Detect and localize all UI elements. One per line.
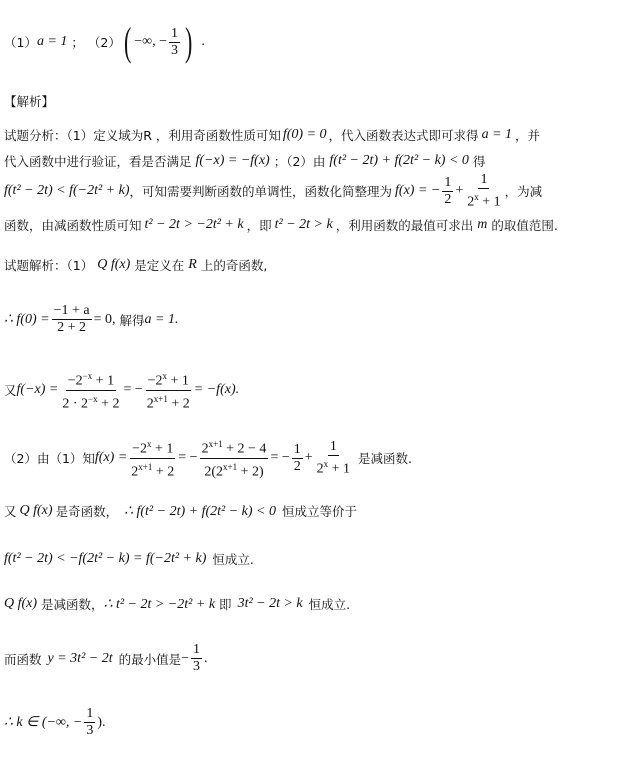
fraction — [292, 442, 303, 475]
formula: f(x) = — [94, 450, 128, 466]
fraction-denominator: 2 — [293, 458, 301, 474]
formula: . — [204, 650, 208, 666]
formula: t² − 2t > −2t² + k — [144, 217, 244, 232]
text: 的最小值是 — [118, 651, 182, 667]
text: 又 — [4, 383, 17, 399]
fraction — [52, 303, 92, 336]
fraction-numerator: 1 — [329, 438, 337, 454]
left-paren: ( — [123, 19, 132, 64]
answer-a: a = 1 — [36, 34, 68, 49]
fraction-denominator: 3 — [193, 659, 201, 674]
fraction-denominator: 2 + 2 — [57, 320, 87, 335]
fraction-numerator: 1 — [193, 642, 201, 657]
fraction-numerator: −1 + a — [53, 303, 90, 318]
formula: − — [181, 650, 190, 666]
formula: ∴ f(0) = — [4, 312, 50, 327]
fraction — [84, 706, 95, 739]
solution-line-7 — [4, 595, 350, 613]
formula: f(x) = − — [395, 183, 441, 199]
right-paren: ) — [184, 19, 193, 64]
text: ，代入函数表达式即可求得 — [328, 128, 479, 143]
solution-line-4 — [4, 436, 412, 480]
formula: = − — [270, 450, 290, 466]
text: 恒成立等价于 — [281, 504, 357, 519]
analysis-line-1 — [4, 126, 540, 144]
formula: f(t² − 2t) < −f(2t² − k) = f(−2t² + k) — [4, 551, 207, 566]
formula: ∴ f(t² − 2t) + f(2t² − k) < 0 — [124, 503, 276, 519]
text: 的取值范围. — [491, 218, 558, 233]
formula: + — [304, 450, 313, 466]
text: 函数，由减函数性质可知 — [4, 218, 142, 233]
text: 是奇函数， — [55, 504, 119, 519]
formula: f(t² − 2t) < f(−2t² + k) — [4, 183, 130, 199]
text: ，即 — [246, 218, 272, 233]
text: 得 — [472, 154, 486, 169]
fraction-numerator: 1 — [293, 441, 301, 457]
plus-sign: + — [455, 183, 464, 199]
formula: t² − 2t > k — [274, 217, 333, 232]
answer-fraction — [169, 26, 180, 59]
formula: Q f(x) — [19, 503, 53, 518]
text: 恒成立. — [308, 597, 351, 612]
analysis-line-3 — [4, 172, 542, 211]
formula: y = 3t² − 2t — [47, 650, 113, 666]
text: 是减函数. — [358, 451, 413, 467]
formula: = −f(x). — [193, 382, 240, 398]
fraction: $\frac{-2^x + 1}{2^{x+1} + 2}$ — [145, 368, 192, 412]
formula: m — [477, 217, 488, 232]
analysis-line-2 — [4, 152, 485, 170]
solution-line-6 — [4, 550, 254, 568]
fraction-denominator: 3 — [86, 723, 94, 738]
text: 而函数 — [4, 651, 42, 667]
text: ，为减 — [504, 184, 543, 200]
text: （2）由（1）知 — [4, 451, 95, 467]
jiexi-heading: 【解析】 — [4, 94, 55, 109]
separator: ； — [71, 35, 84, 50]
fraction-denominator: 3 — [170, 42, 178, 58]
formula: = 0, — [93, 311, 116, 327]
answer-period: . — [201, 34, 205, 49]
analysis-line-4 — [4, 216, 558, 234]
formula: R — [188, 257, 197, 272]
formula: f(t² − 2t) + f(2t² − k) < 0 — [329, 153, 469, 168]
formula: f(−x) = −f(x) — [195, 153, 270, 168]
formula: = − — [178, 450, 198, 466]
text: ，利用函数的最值可求出 — [335, 218, 474, 233]
formula: 3t² − 2t > k — [237, 596, 303, 611]
text: 试题分析：（1）定义域为R ，利用奇函数性质可知 — [4, 128, 281, 143]
formula: ∴ k ∈ (−∞, − — [4, 715, 83, 730]
text: 试题解析：（1） — [4, 258, 94, 273]
fraction: $\frac{1}{2^x + 1}$ — [316, 438, 351, 477]
solution-line-8 — [4, 642, 208, 675]
solution-line-5 — [4, 502, 357, 520]
formula: ). — [97, 714, 106, 730]
part1-label: （1） — [4, 35, 37, 50]
text: ；（2）由 — [273, 154, 326, 169]
solution-line-9 — [4, 706, 106, 739]
solution-line-1 — [4, 256, 267, 274]
formula: ∴ t² − 2t > −2t² + k — [103, 596, 216, 612]
text: 又 — [4, 504, 17, 519]
formula: a = 1 — [481, 127, 513, 142]
text: 是减函数， — [41, 597, 104, 612]
formula: = − — [123, 382, 143, 398]
fraction: $\frac{1}{2^x + 1}$ — [467, 172, 501, 210]
formula: f(−x) = — [16, 382, 59, 398]
formula: Q f(x) — [97, 257, 131, 272]
text: 代入函数中进行验证，看是否满足 — [4, 154, 192, 169]
text: 解得 — [119, 312, 145, 328]
text: 即 — [219, 597, 232, 612]
formula: f(0) = 0 — [282, 127, 327, 142]
answer-line — [4, 19, 205, 64]
fraction-numerator: 1 — [170, 25, 178, 41]
solution-line-3 — [4, 368, 239, 412]
answer-range: −∞, − — [134, 34, 167, 49]
fraction: $\frac{-2^x + 1}{2^{x+1} + 2}$ — [129, 436, 176, 480]
fraction-numerator: 1 — [86, 706, 94, 721]
solution-line-2 — [4, 303, 178, 336]
part2-label: （2） — [87, 35, 121, 50]
fraction: $\frac{-2^{-x} + 1}{2 \cdot 2^{-x} + 2}$ — [60, 368, 121, 412]
fraction — [191, 642, 202, 675]
text: ，可知需要判断函数的单调性，函数化简整理为 — [129, 184, 393, 200]
text: ，并 — [515, 128, 541, 143]
fraction: $\frac{2^{x+1} + 2 - 4}{2(2^{x+1} + 2)}$ — [200, 436, 269, 480]
text: 恒成立. — [212, 552, 254, 567]
text: 上的奇函数, — [200, 258, 268, 273]
text: 是定义在 — [134, 258, 185, 273]
fraction: $\frac{1}{2}$ — [444, 174, 452, 207]
formula: a = 1. — [144, 311, 179, 327]
formula: Q f(x) — [4, 596, 38, 611]
